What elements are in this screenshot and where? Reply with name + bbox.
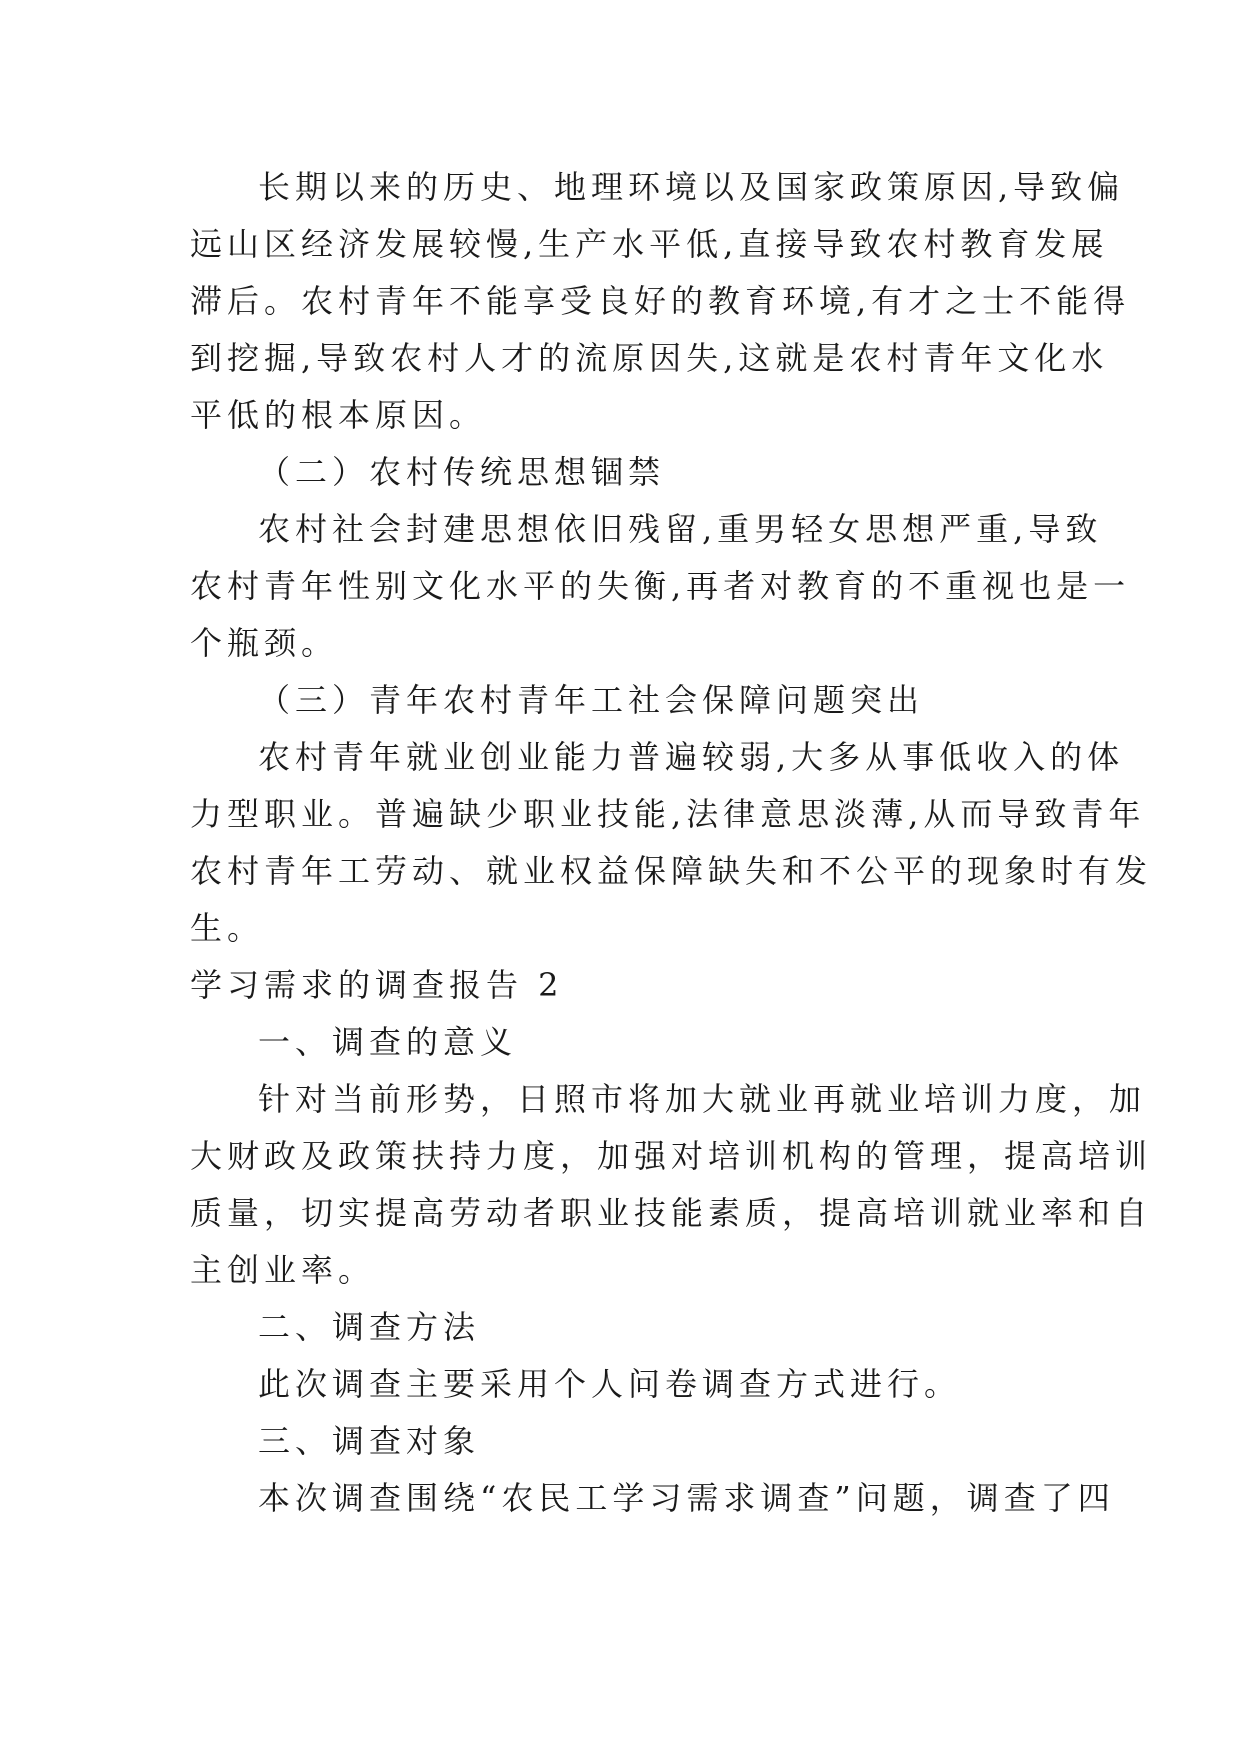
paragraph-start: 针对当前形势，日照市将加大就业再就业培训力度，加 bbox=[258, 1080, 1147, 1118]
paragraph-text: 农村青年工劳动、就业权益保障缺失和不公平的现象时有发 bbox=[190, 852, 1153, 890]
section-heading bbox=[0, 1022, 1241, 1062]
text-line bbox=[0, 167, 1241, 207]
text-line bbox=[0, 224, 1241, 264]
section-heading bbox=[0, 1421, 1241, 1461]
text-line bbox=[0, 1079, 1241, 1119]
report-title bbox=[0, 965, 1241, 1005]
section-heading bbox=[0, 1307, 1241, 1347]
text-line bbox=[0, 794, 1241, 834]
text-line bbox=[0, 338, 1241, 378]
section-heading bbox=[0, 680, 1241, 720]
paragraph-text: 生。 bbox=[190, 909, 265, 947]
section-heading-significance: 一、调查的意义 bbox=[258, 1023, 518, 1061]
text-line bbox=[0, 737, 1241, 777]
paragraph-start: 农村社会封建思想依旧残留,重男轻女思想严重,导致 bbox=[258, 510, 1103, 548]
paragraph-start: 此次调查主要采用个人问卷调查方式进行。 bbox=[258, 1365, 962, 1403]
paragraph-text: 到挖掘,导致农村人才的流原因失,这就是农村青年文化水 bbox=[190, 339, 1109, 377]
section-heading-2: （二）农村传统思想锢禁 bbox=[258, 453, 666, 491]
paragraph-text: 质量，切实提高劳动者职业技能素质，提高培训就业率和自 bbox=[190, 1194, 1153, 1232]
text-line bbox=[0, 395, 1241, 435]
text-line bbox=[0, 1136, 1241, 1176]
paragraph-text: 平低的根本原因。 bbox=[190, 396, 487, 434]
section-heading-subjects: 三、调查对象 bbox=[258, 1422, 481, 1460]
text-line bbox=[0, 566, 1241, 606]
paragraph-start: 长期以来的历史、地理环境以及国家政策原因,导致偏 bbox=[258, 168, 1125, 206]
text-line bbox=[0, 281, 1241, 321]
text-line bbox=[0, 851, 1241, 891]
report-title-text: 学习需求的调查报告 2 bbox=[190, 966, 564, 1004]
text-line bbox=[0, 1193, 1241, 1233]
section-heading-3: （三）青年农村青年工社会保障问题突出 bbox=[258, 681, 925, 719]
section-heading-method: 二、调查方法 bbox=[258, 1308, 481, 1346]
paragraph-start: 本次调查围绕“农民工学习需求调查”问题，调查了四 bbox=[258, 1479, 1115, 1517]
paragraph-text: 远山区经济发展较慢,生产水平低,直接导致农村教育发展 bbox=[190, 225, 1109, 263]
text-line bbox=[0, 908, 1241, 948]
text-line bbox=[0, 509, 1241, 549]
text-line bbox=[0, 1478, 1241, 1518]
text-line bbox=[0, 1250, 1241, 1290]
paragraph-text: 个瓶颈。 bbox=[190, 624, 339, 662]
text-line bbox=[0, 1364, 1241, 1404]
text-line bbox=[0, 623, 1241, 663]
paragraph-text: 滞后。农村青年不能享受良好的教育环境,有才之士不能得 bbox=[190, 282, 1131, 320]
paragraph-start: 农村青年就业创业能力普遍较弱,大多从事低收入的体 bbox=[258, 738, 1125, 776]
section-heading bbox=[0, 452, 1241, 492]
paragraph-text: 农村青年性别文化水平的失衡,再者对教育的不重视也是一 bbox=[190, 567, 1131, 605]
paragraph-text: 主创业率。 bbox=[190, 1251, 376, 1289]
paragraph-text: 大财政及政策扶持力度，加强对培训机构的管理，提高培训 bbox=[190, 1137, 1153, 1175]
paragraph-text: 力型职业。普遍缺少职业技能,法律意思淡薄,从而导致青年 bbox=[190, 795, 1146, 833]
